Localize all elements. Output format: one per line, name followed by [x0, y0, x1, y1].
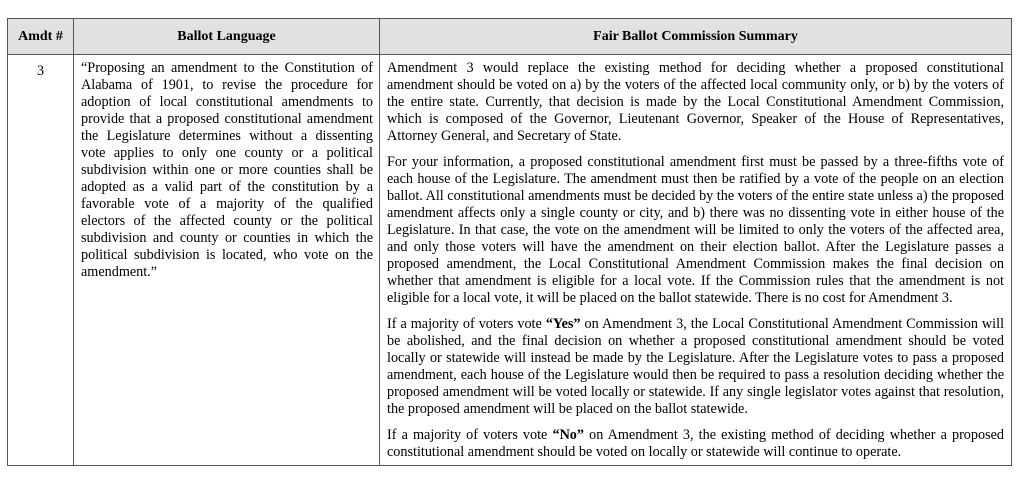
summary-cell — [380, 55, 1012, 466]
yes-vote-emphasis: “Yes” — [545, 316, 581, 332]
no-vote-emphasis: “No” — [552, 427, 584, 443]
amendment-number-cell: 3 — [8, 55, 74, 466]
summary-paragraph-current-method: Amendment 3 would replace the existing method for deciding whether a proposed constitutional amendment should be voted on a) by the voters of the affected local community only, or b) by the voters of the entire state. Currently, that decision is made by the Local Constitutional Amendment Commission, which is composed of the Governor, Lieutenant Governor, Speaker of the House of Representatives, Attorney General, and Secretary of State. — [387, 60, 1004, 144]
summary-paragraph-no-vote — [387, 427, 1004, 461]
ballot-table — [7, 18, 1012, 466]
ballot-document — [7, 18, 1011, 466]
summary-paragraph-information: For your information, a proposed constitutional amendment first must be passed by a three-fifths vote of each house of the Legislature. The amendment must then be ratified by a vote of the people on an election ballot. All constitutional amendments must be decided by the voters of the entire state unless a) the proposed amendment affects only a single county or city, and b) there was no dissenting vote in either house of the Legislature. In that case, the vote on the amendment will be limited to only the voters of the affected area, and only those voters will have the amendment on their election ballot. After the Legislature passes a proposed amendment, the Local Constitutional Amendment Commission makes the final decision on whether that amendment is eligible for a local vote. If the Commission rules that the amendment is not eligible for a local vote, it will be placed on the ballot statewide. There is no cost for Amendment 3. — [387, 154, 1005, 306]
table-row — [8, 55, 1012, 466]
yes-vote-lead-text: If a majority of voters vote — [387, 316, 546, 332]
summary-paragraph-yes-vote — [387, 316, 1004, 418]
header-amendment-number: Amdt # — [8, 19, 74, 55]
no-vote-body-text: on Amendment 3, the existing method of deciding whether a proposed constitutional amendment should be voted on locally or statewide will continue to operate. — [387, 427, 1004, 460]
header-ballot-language: Ballot Language — [74, 19, 380, 55]
yes-vote-body-text: on Amendment 3, the Local Constitutional Amendment Commission will be abolished, and the final decision on whether a proposed constitutional amendment should be voted locally or statewide will instead be made by the Legislature. After the Legislature votes to pass a proposed amendment, each house of the Legislature would then be required to pass a resolution deciding whether the proposed amendment will be voted locally or statewide. If any single legislator votes against that resolution, the proposed amendment will be placed on the ballot statewide. — [387, 316, 1005, 417]
no-vote-lead-text: If a majority of voters vote — [387, 427, 553, 443]
ballot-language-cell: “Proposing an amendment to the Constitution of Alabama of 1901, to revise the procedure for adoption of local constitutional amendments to provide that a proposed constitutional amendment the Legislature determines without a dissenting vote applies to only one county or a political subdivision within one or more counties shall be adopted as a valid part of the constitution by a favorable vote of a majority of the qualified electors of the affected county or the political subdivision and county or counties in which the political subdivision is located, who vote on the amendment.” — [74, 55, 380, 466]
header-summary: Fair Ballot Commission Summary — [380, 19, 1012, 55]
table-header-row — [8, 19, 1012, 55]
